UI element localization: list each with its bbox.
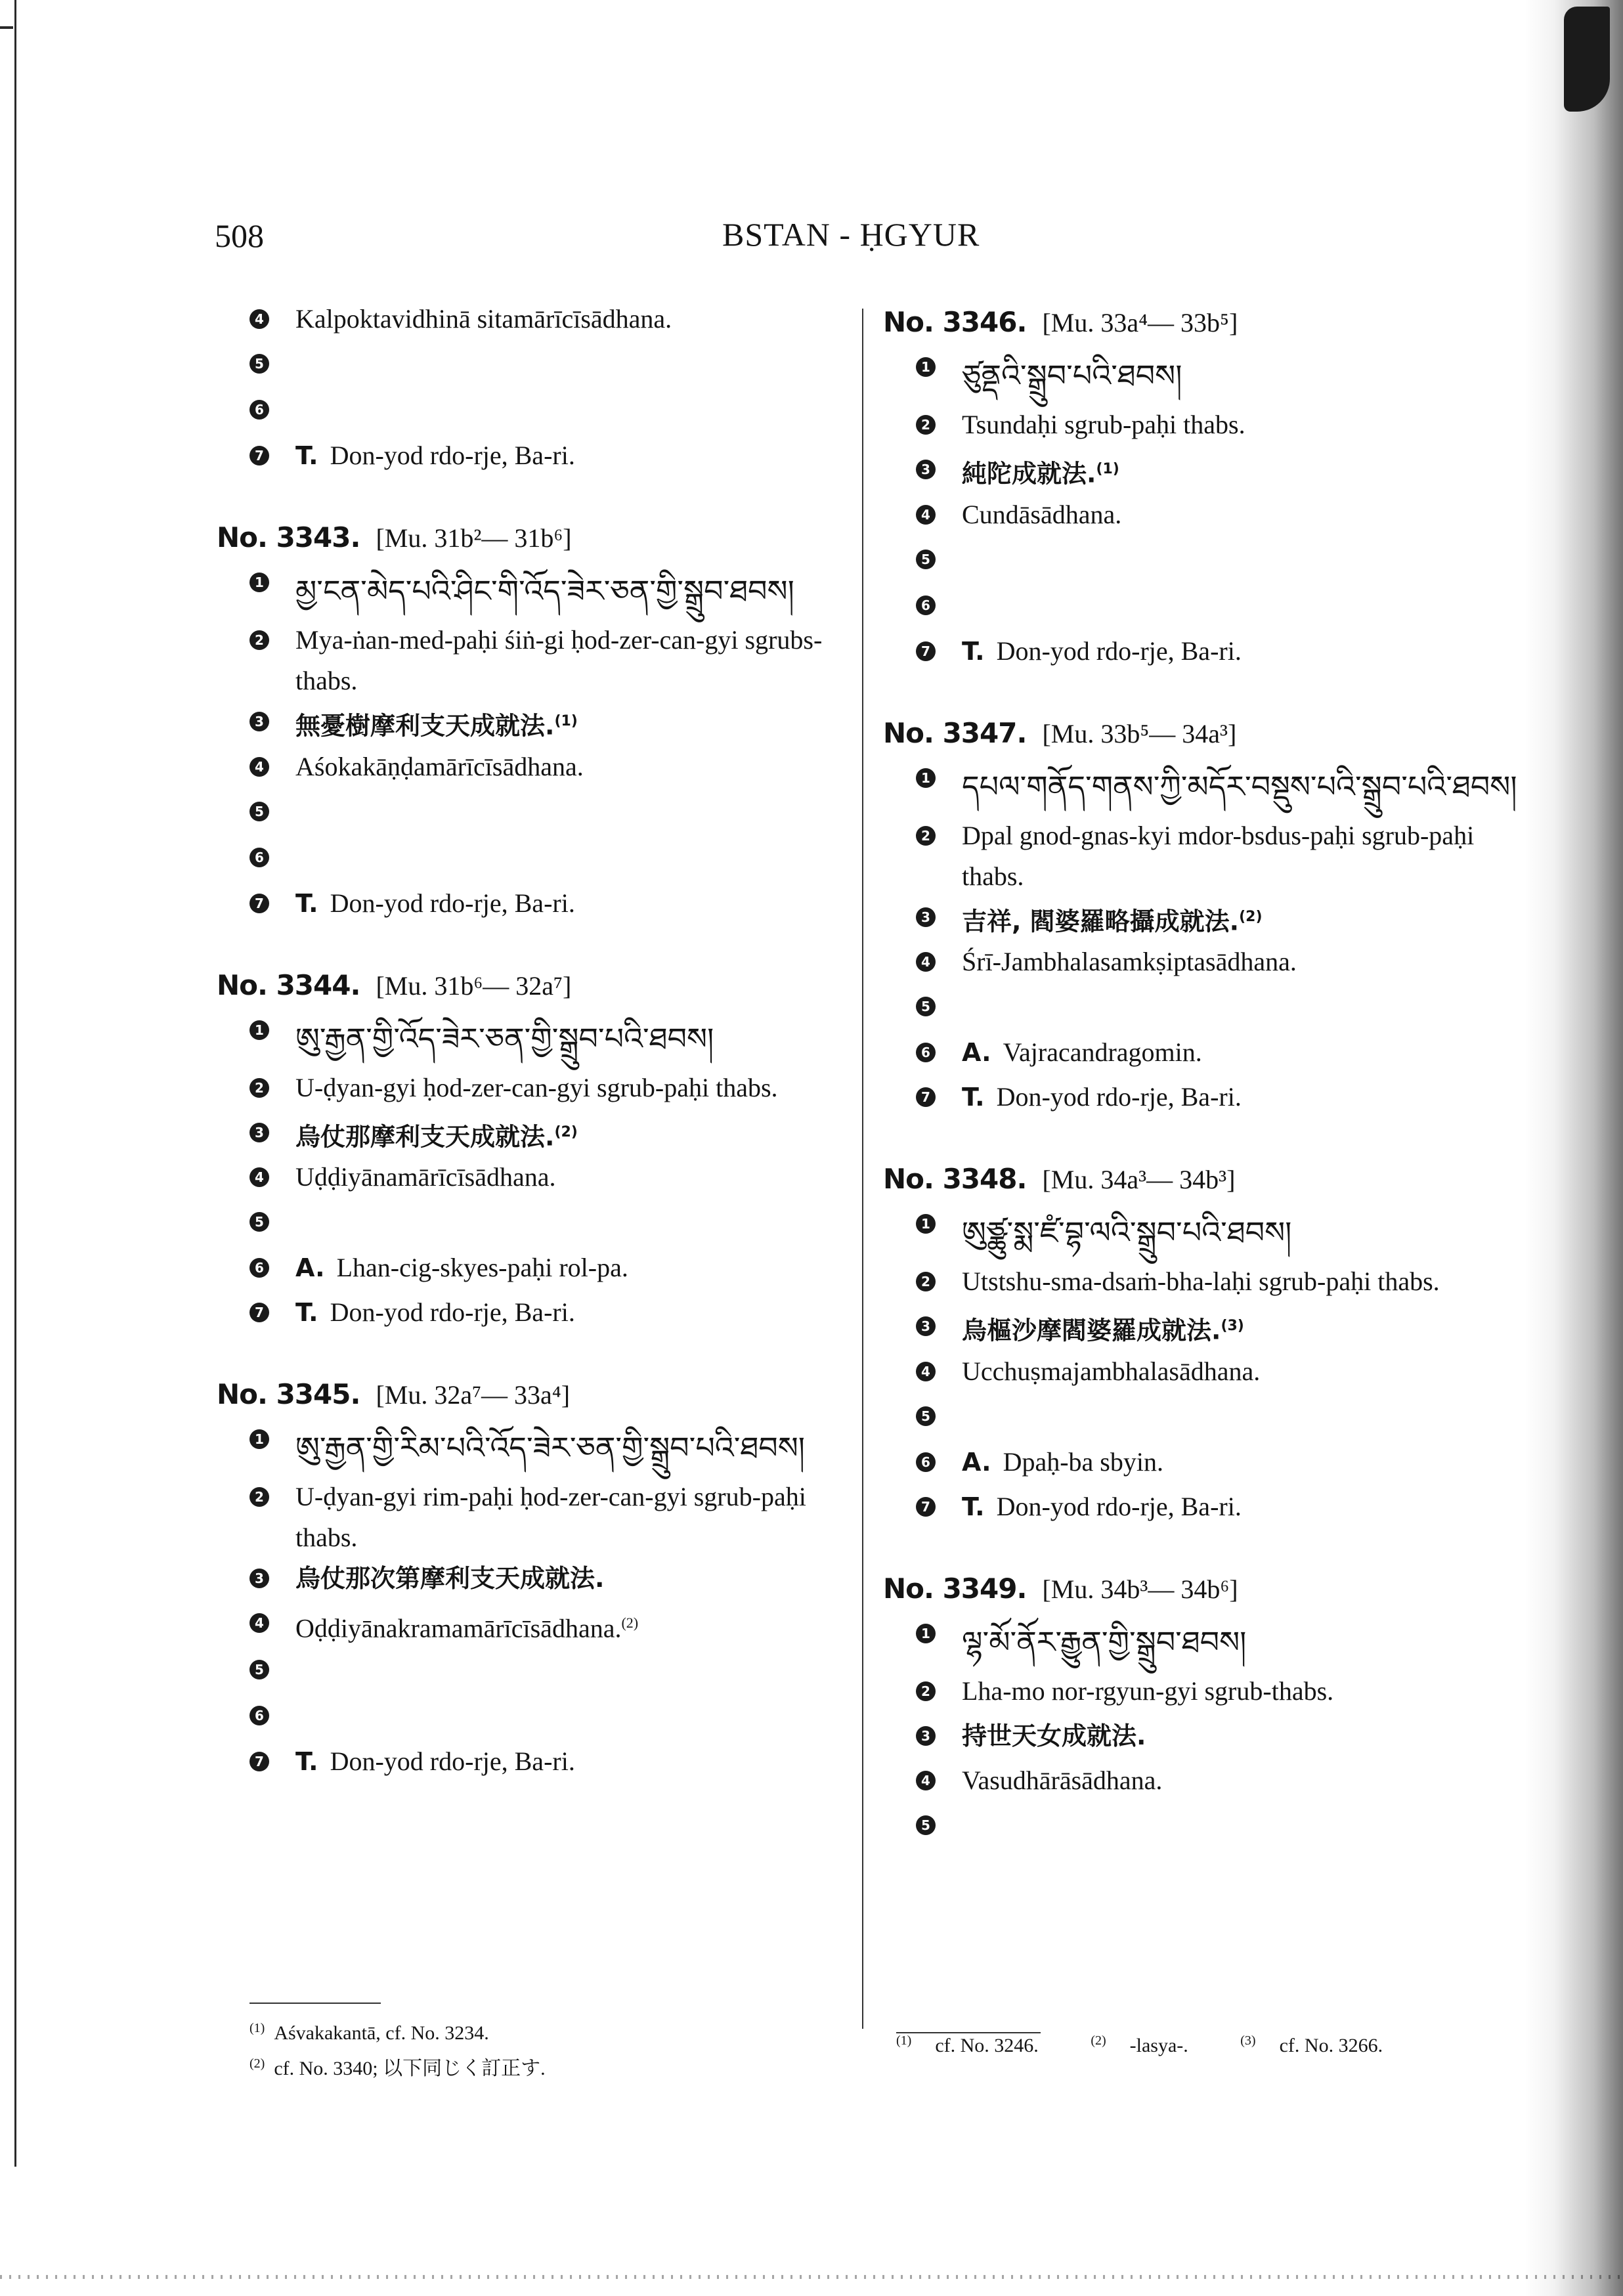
field-value: 烏仗那次第摩利支天成就法. <box>295 1564 605 1593</box>
field-text <box>295 701 867 747</box>
field-text <box>295 1112 867 1158</box>
person-name: Don-yod rdo-rje, Ba-ri. <box>330 888 575 918</box>
field-number-bullet: 6 <box>249 400 269 420</box>
entry-field <box>217 1247 867 1292</box>
field-text <box>295 1068 867 1108</box>
entry-field <box>217 435 867 480</box>
field-number-bullet: 4 <box>249 1167 269 1187</box>
running-head <box>0 210 1623 263</box>
entry-field <box>883 986 1540 1032</box>
entry-field <box>883 942 1540 986</box>
entry-heading <box>217 514 867 562</box>
entry-field <box>217 1741 867 1786</box>
field-text <box>962 897 1540 942</box>
footnote-mark: (1) <box>896 2033 912 2048</box>
entry-field <box>883 1351 1540 1396</box>
entry-field <box>883 1486 1540 1531</box>
field-value: Ucchuṣmajambhalasādhana. <box>962 1356 1261 1386</box>
field-number-bullet: 5 <box>249 802 269 821</box>
field-number-bullet: 4 <box>916 1362 936 1381</box>
field-number-bullet: 3 <box>249 712 269 731</box>
entry-field <box>883 404 1540 449</box>
field-value: ཨུ་རྒྱན་གྱི་འོད་ཟེར་ཅན་གྱི་སྒྲུབ་པའི་ཐབས། <box>295 1020 714 1056</box>
entry-field <box>883 1671 1540 1716</box>
field-number-bullet: 5 <box>916 997 936 1016</box>
entry-reference: [Mu. 31b²— 31b⁶] <box>376 523 572 553</box>
field-value: Aśokakāṇḍamārīcīsādhana. <box>295 751 584 781</box>
entry-reference: [Mu. 34b³— 34b⁶] <box>1042 1574 1238 1604</box>
person-name: Don-yod rdo-rje, Ba-ri. <box>330 1297 575 1328</box>
entry-heading <box>217 962 867 1010</box>
field-text <box>295 1292 867 1333</box>
catalog-entry <box>217 514 867 928</box>
entry-field <box>883 1261 1540 1306</box>
footnote-text: cf. No. 3246. <box>935 2035 1039 2056</box>
field-value: U-ḍyan-gyi rim-paḥi ḥod-zer-can-gyi sgrub-paḥi thabs. <box>295 1482 806 1553</box>
field-number-bullet: 2 <box>249 1078 269 1098</box>
field-value: 無憂樹摩利支天成就法. <box>295 711 555 741</box>
field-number-bullet: 7 <box>916 1087 936 1107</box>
footnote-mark: (3) <box>1240 2033 1256 2048</box>
footnote <box>249 2048 840 2084</box>
field-number-bullet: 5 <box>249 1660 269 1679</box>
entry-field <box>217 389 867 435</box>
entry-field <box>883 815 1540 897</box>
field-number-bullet: 7 <box>916 1497 936 1517</box>
entry-field <box>883 897 1540 942</box>
field-text <box>962 758 1540 815</box>
entry-field <box>217 1112 867 1158</box>
field-value: Mya-ṅan-med-paḥi śiṅ-gi ḥod-zer-can-gyi sgrubs-thabs. <box>295 625 823 695</box>
entry-field <box>883 631 1540 676</box>
catalog-entry <box>217 299 867 480</box>
scan-artifact-top-right <box>1564 7 1610 112</box>
footnotes-right <box>896 2025 1540 2061</box>
field-text <box>962 1486 1540 1527</box>
field-text <box>295 747 867 787</box>
footnote-text: cf. No. 3266. <box>1279 2035 1383 2056</box>
person-name: Dpaḥ-ba sbyin. <box>1003 1446 1163 1477</box>
role-tag: T. <box>962 1083 985 1112</box>
field-value: 純陀成就法. <box>962 459 1096 488</box>
field-value: 吉祥, 閻婆羅略攝成就法. <box>962 907 1240 936</box>
field-number-bullet: 5 <box>916 1406 936 1426</box>
catalog-entry <box>883 1565 1540 1851</box>
entry-field <box>217 1558 867 1603</box>
footnote-reference: (2) <box>621 1614 639 1632</box>
entry-field <box>883 1442 1540 1486</box>
footnote-line <box>896 2025 1540 2061</box>
entry-number: No. 3347. <box>883 716 1027 749</box>
footnote-reference: (3) <box>1221 1318 1244 1335</box>
footnote-rule <box>249 2003 381 2004</box>
field-number-bullet: 5 <box>249 354 269 374</box>
field-text <box>962 1306 1540 1351</box>
field-number-bullet: 6 <box>249 848 269 867</box>
field-value: ཨུ་རྒྱན་གྱི་རིམ་པའི་འོད་ཟེར་ཅན་གྱི་སྒྲུབ་པའི་ཐབས། <box>295 1430 805 1466</box>
entry-field <box>217 883 867 928</box>
footnote-reference: (2) <box>1239 908 1263 925</box>
field-number-bullet: 3 <box>916 1726 936 1746</box>
field-number-bullet: 2 <box>916 1272 936 1291</box>
entry-field <box>217 1649 867 1695</box>
entry-number: No. 3345. <box>217 1378 360 1411</box>
field-text <box>295 1741 867 1782</box>
footnote-mark: (2) <box>249 2056 265 2071</box>
corner-mark <box>0 26 13 29</box>
entry-field <box>883 1077 1540 1121</box>
entry-field <box>217 1419 867 1477</box>
person-name: Don-yod rdo-rje, Ba-ri. <box>330 441 575 470</box>
person-name: Don-yod rdo-rje, Ba-ri. <box>996 1082 1242 1112</box>
field-number-bullet: 3 <box>916 460 936 479</box>
field-number-bullet: 1 <box>249 1020 269 1040</box>
footnote-text: cf. No. 3340; 以下同じく訂正す. <box>274 2058 546 2079</box>
footnote <box>1091 2035 1211 2056</box>
entry-field <box>883 585 1540 631</box>
field-text <box>295 1247 867 1288</box>
role-tag: T. <box>295 1746 318 1776</box>
field-number-bullet: 7 <box>249 894 269 913</box>
field-text <box>962 815 1540 897</box>
field-number-bullet: 7 <box>249 446 269 466</box>
field-number-bullet: 2 <box>916 1681 936 1701</box>
entry-number: No. 3346. <box>883 306 1027 338</box>
entry-field <box>883 494 1540 539</box>
role-tag: T. <box>295 1298 318 1328</box>
role-tag: T. <box>962 636 985 666</box>
entry-field <box>883 758 1540 815</box>
field-text <box>962 494 1540 535</box>
entry-reference: [Mu. 31b⁶— 32a⁷] <box>376 970 572 1001</box>
field-number-bullet: 1 <box>249 1429 269 1449</box>
entry-number: No. 3343. <box>217 521 360 553</box>
field-text <box>962 631 1540 672</box>
entry-field <box>217 562 867 620</box>
entry-field <box>883 1032 1540 1077</box>
field-text <box>295 1010 867 1068</box>
right-column <box>883 299 1540 1885</box>
entry-heading <box>217 1371 867 1419</box>
field-number-bullet: 1 <box>249 573 269 592</box>
footnote-reference: (1) <box>1096 461 1119 477</box>
field-text <box>962 1261 1540 1302</box>
entry-field <box>883 1716 1540 1760</box>
field-text <box>295 1157 867 1198</box>
footnote <box>249 2013 840 2048</box>
footnote-mark: (2) <box>1091 2033 1106 2048</box>
field-number-bullet: 4 <box>916 505 936 525</box>
entry-number: No. 3349. <box>883 1572 1027 1605</box>
field-number-bullet: 3 <box>916 1316 936 1336</box>
field-text <box>295 620 867 701</box>
person-name: Don-yod rdo-rje, Ba-ri. <box>330 1746 575 1776</box>
field-value: U-ḍyan-gyi ḥod-zer-can-gyi sgrub-paḥi thabs. <box>295 1072 778 1102</box>
field-number-bullet: 7 <box>249 1303 269 1322</box>
entry-field <box>217 1202 867 1247</box>
role-tag: T. <box>295 888 318 918</box>
entry-field <box>217 1695 867 1741</box>
field-text <box>962 1671 1540 1712</box>
field-text <box>962 1077 1540 1117</box>
field-number-bullet: 1 <box>916 768 936 788</box>
book-title: BSTAN - ḤGYUR <box>722 216 980 253</box>
field-text <box>962 1442 1540 1483</box>
entry-field <box>217 1010 867 1068</box>
entry-field <box>217 620 867 701</box>
field-value: ལྷ་མོ་ནོར་རྒྱུན་གྱི་སྒྲུབ་ཐབས། <box>962 1624 1247 1660</box>
entry-field <box>883 1203 1540 1261</box>
field-text <box>295 1419 867 1477</box>
person-name: Don-yod rdo-rje, Ba-ri. <box>996 1491 1242 1521</box>
field-value: Oḍḍiyānakramamārīcīsādhana. <box>295 1613 622 1643</box>
field-value: Uḍḍiyānamārīcīsādhana. <box>295 1162 556 1192</box>
entry-field <box>217 837 867 883</box>
footnote-text: -lasya-. <box>1129 2035 1188 2056</box>
field-number-bullet: 6 <box>916 1043 936 1062</box>
field-number-bullet: 2 <box>916 826 936 846</box>
entry-field <box>217 791 867 837</box>
entry-field <box>883 539 1540 585</box>
footnote-text: Aśvakakantā, cf. No. 3234. <box>274 2022 489 2044</box>
footnote-reference: (1) <box>554 713 578 729</box>
entry-field <box>217 701 867 747</box>
footnote-reference: (2) <box>554 1123 578 1140</box>
field-value: Kalpoktavidhinā sitamārīcīsādhana. <box>295 304 672 334</box>
field-value: Utstshu-sma-dsaṁ-bha-laḥi sgrub-paḥi thabs. <box>962 1267 1440 1297</box>
field-value: ཙུནྡའི་སྒྲུབ་པའི་ཐབས། <box>962 358 1182 393</box>
field-text <box>295 1603 867 1649</box>
field-text <box>962 1613 1540 1671</box>
person-name: Lhan-cig-skyes-paḥi rol-pa. <box>336 1253 628 1283</box>
entry-heading <box>883 710 1540 758</box>
footnote-mark: (1) <box>249 2021 265 2035</box>
field-text <box>295 562 867 620</box>
scan-artifact-bottom <box>0 2275 1623 2279</box>
field-text <box>962 404 1540 445</box>
entry-field <box>217 1603 867 1649</box>
entry-field <box>217 343 867 389</box>
field-value: Cundāsādhana. <box>962 499 1122 529</box>
field-number-bullet: 1 <box>916 1214 936 1234</box>
field-number-bullet: 4 <box>916 952 936 972</box>
catalog-entry <box>217 1371 867 1785</box>
field-number-bullet: 3 <box>249 1569 269 1588</box>
entry-field <box>883 1306 1540 1351</box>
field-text <box>295 883 867 924</box>
field-value: མྱ་ངན་མེད་པའི་ཤིང་གི་འོད་ཟེར་ཅན་གྱི་སྒྲུབ་ཐབས། <box>295 573 794 609</box>
field-number-bullet: 5 <box>916 1815 936 1835</box>
entry-field <box>883 1396 1540 1442</box>
entry-field <box>217 1157 867 1202</box>
page-number: 508 <box>215 217 264 254</box>
column-divider <box>862 309 863 2029</box>
catalog-entry <box>883 1156 1540 1531</box>
catalog-entry <box>217 962 867 1337</box>
entry-reference: [Mu. 33a⁴— 33b⁵] <box>1042 308 1238 337</box>
entry-field <box>883 1805 1540 1851</box>
entry-reference: [Mu. 32a⁷— 33a⁴] <box>376 1380 571 1410</box>
field-number-bullet: 1 <box>916 1624 936 1643</box>
field-text <box>295 299 867 339</box>
entry-field <box>883 1613 1540 1671</box>
entry-number: No. 3344. <box>217 968 360 1001</box>
field-text <box>962 942 1540 982</box>
field-value: 持世天女成就法. <box>962 1721 1146 1750</box>
field-text <box>962 1760 1540 1801</box>
field-text <box>295 1558 867 1599</box>
entry-field <box>217 1477 867 1558</box>
footnotes-left <box>249 2003 840 2084</box>
entry-field <box>217 1068 867 1112</box>
catalog-entry <box>883 299 1540 676</box>
role-tag: A. <box>962 1038 991 1068</box>
field-value: 烏仗那摩利支天成就法. <box>295 1122 555 1152</box>
field-text <box>962 1032 1540 1073</box>
field-number-bullet: 4 <box>249 1613 269 1633</box>
footnote <box>896 2035 1062 2056</box>
role-tag: T. <box>295 441 318 470</box>
field-number-bullet: 4 <box>249 757 269 777</box>
field-number-bullet: 6 <box>249 1258 269 1278</box>
person-name: Vajracandragomin. <box>1003 1037 1202 1068</box>
entry-field <box>883 449 1540 494</box>
field-text <box>295 1477 867 1558</box>
field-number-bullet: 3 <box>916 907 936 927</box>
field-number-bullet: 4 <box>916 1771 936 1790</box>
field-number-bullet: 1 <box>916 357 936 377</box>
field-text <box>962 1351 1540 1392</box>
field-value: དཔལ་གནོད་གནས་ཀྱི་མདོར་བསྡུས་པའི་སྒྲུབ་པའི་ཐབས། <box>962 768 1517 804</box>
person-name: Don-yod rdo-rje, Ba-ri. <box>996 636 1242 666</box>
field-number-bullet: 5 <box>249 1212 269 1232</box>
entry-heading <box>883 1156 1540 1203</box>
field-value: Tsundaḥi sgrub-paḥi thabs. <box>962 410 1245 439</box>
entry-number: No. 3348. <box>883 1163 1027 1196</box>
role-tag: T. <box>962 1492 985 1521</box>
catalog-entry <box>883 710 1540 1122</box>
field-number-bullet: 2 <box>916 415 936 435</box>
field-value: 烏樞沙摩閻婆羅成就法. <box>962 1316 1221 1345</box>
field-value: Dpal gnod-gnas-kyi mdor-bsdus-paḥi sgrub-paḥi thabs. <box>962 820 1475 891</box>
field-value: Śrī-Jambhalasamkṣiptasādhana. <box>962 947 1297 977</box>
entry-field <box>217 747 867 791</box>
field-number-bullet: 3 <box>249 1123 269 1142</box>
field-text <box>295 435 867 476</box>
field-value: Lha-mo nor-rgyun-gyi sgrub-thabs. <box>962 1676 1334 1706</box>
field-number-bullet: 2 <box>249 1487 269 1507</box>
field-number-bullet: 4 <box>249 309 269 329</box>
left-page-edge-rule <box>14 0 16 2167</box>
entry-heading <box>883 1565 1540 1613</box>
footnote <box>1240 2035 1406 2056</box>
field-value: ཨུཙྪུ་སྨ་ཛཾ་བྷ་ལའི་སྒྲུབ་པའི་ཐབས། <box>962 1215 1292 1251</box>
entry-reference: [Mu. 34a³— 34b³] <box>1042 1165 1236 1195</box>
entry-field <box>217 1292 867 1337</box>
field-text <box>962 449 1540 494</box>
field-text <box>962 1716 1540 1756</box>
role-tag: A. <box>962 1447 991 1477</box>
field-number-bullet: 6 <box>249 1706 269 1725</box>
field-text <box>962 1203 1540 1261</box>
field-value: Vasudhārāsādhana. <box>962 1765 1163 1795</box>
field-number-bullet: 2 <box>249 630 269 650</box>
field-text <box>962 347 1540 404</box>
entry-reference: [Mu. 33b⁵— 34a³] <box>1042 718 1237 748</box>
field-number-bullet: 5 <box>916 550 936 569</box>
field-number-bullet: 6 <box>916 1452 936 1472</box>
entry-field <box>883 347 1540 404</box>
field-number-bullet: 7 <box>916 641 936 661</box>
entry-field <box>217 299 867 343</box>
field-number-bullet: 7 <box>249 1752 269 1771</box>
entry-heading <box>883 299 1540 347</box>
role-tag: A. <box>295 1253 325 1283</box>
field-number-bullet: 6 <box>916 596 936 615</box>
left-column <box>217 299 867 1820</box>
entry-field <box>883 1760 1540 1805</box>
